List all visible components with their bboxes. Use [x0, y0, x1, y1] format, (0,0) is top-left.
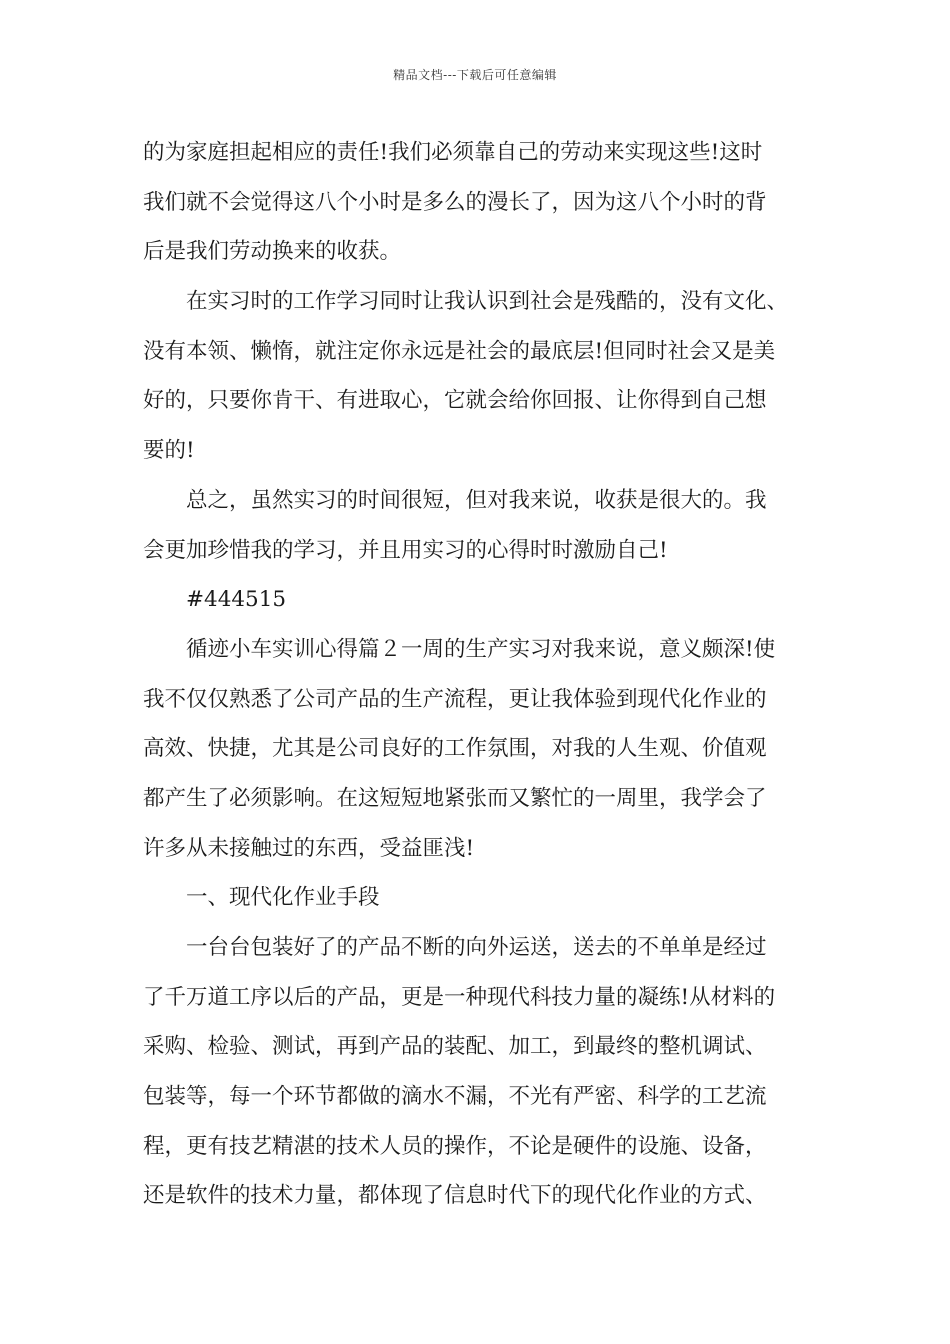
text-line: 的为家庭担起相应的责任!我们必须靠自己的劳动来实现这些!这时: [143, 140, 763, 165]
text-line: 在实习时的工作学习同时让我认识到社会是残酷的，没有文化、: [186, 289, 789, 315]
text-line: 我不仅仅熟悉了公司产品的生产流程，更让我体验到现代化作业的: [143, 686, 767, 712]
text-line: 总之，虽然实习的时间很短，但对我来说，收获是很大的。我: [186, 487, 767, 513]
page-header: 精品文档---下载后可任意编辑: [393, 68, 557, 82]
text-line: 会更加珍惜我的学习，并且用实习的心得时时激励自己!: [143, 537, 668, 563]
text-line: 我们就不会觉得这八个小时是多么的漫长了，因为这八个小时的背: [143, 189, 767, 215]
text-line: 包装等，每一个环节都做的滴水不漏，不光有严密、科学的工艺流: [143, 1084, 767, 1110]
text-line: 采购、检验、测试，再到产品的装配、加工，到最终的整机调试、: [143, 1034, 767, 1060]
text-line: 还是软件的技术力量，都体现了信息时代下的现代化作业的方式、: [143, 1183, 767, 1209]
document-body: [143, 128, 823, 1221]
text-line: 没有本领、懒惰，就注定你永远是社会的最底层!但同时社会又是美: [143, 338, 776, 364]
text-line: 程，更有技艺精湛的技术人员的操作，不论是硬件的设施、设备，: [143, 1133, 767, 1159]
text-line: 高效、快捷，尤其是公司良好的工作氛围，对我的人生观、价值观: [143, 736, 767, 762]
text-line: 了千万道工序以后的产品，更是一种现代科技力量的凝练!从材料的: [143, 984, 776, 1010]
section-heading: 一、现代化作业手段: [186, 885, 380, 911]
text-line: 要的!: [143, 438, 195, 464]
text-line: 一台台包装好了的产品不断的向外运送，送去的不单单是经过: [186, 935, 767, 960]
text-line: 都产生了必须影响。在这短短地紧张而又繁忙的一周里，我学会了: [143, 785, 767, 811]
text-line: 后是我们劳动换来的收获。: [143, 239, 402, 265]
text-line: 循迹小车实训心得篇２一周的生产实习对我来说，意义颇深!使: [186, 636, 776, 662]
text-line: 好的，只要你肯干、有进取心，它就会给你回报、让你得到自己想: [143, 388, 767, 414]
text-line: #444515: [186, 587, 287, 613]
text-line: 许多从未接触过的东西，受益匪浅!: [143, 835, 475, 861]
